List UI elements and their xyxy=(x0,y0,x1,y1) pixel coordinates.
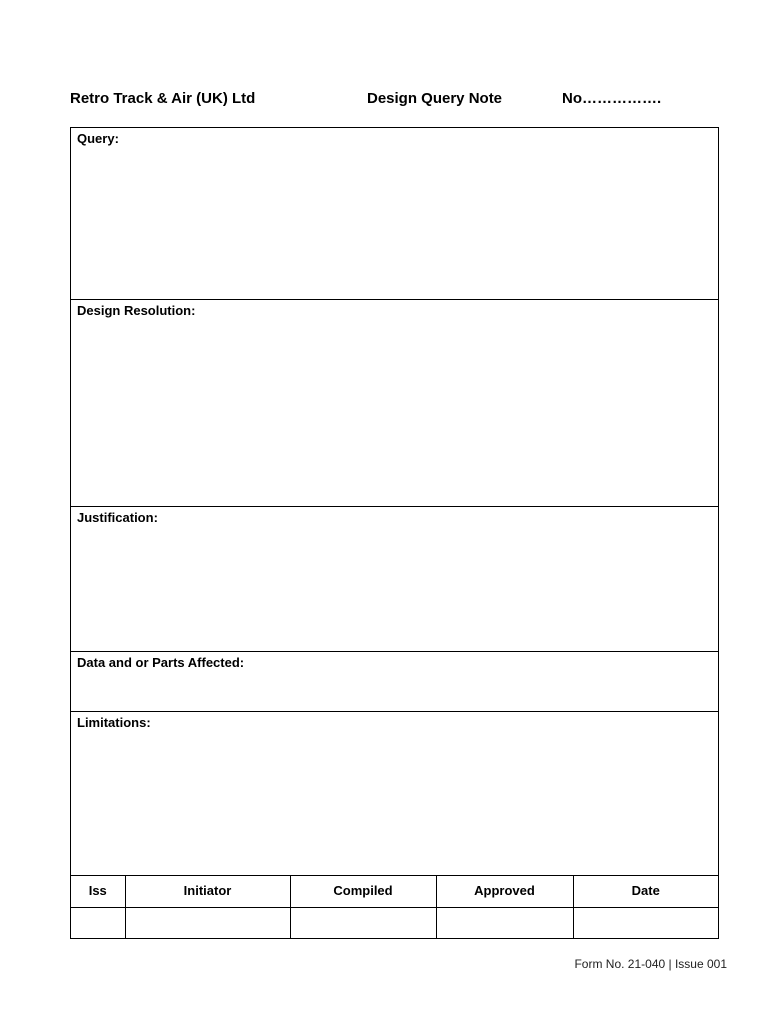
query-section[interactable] xyxy=(71,128,718,300)
design-resolution-label: Design Resolution: xyxy=(77,303,196,318)
compiled-cell[interactable] xyxy=(290,907,436,939)
query-form xyxy=(70,127,719,939)
design-resolution-section[interactable] xyxy=(71,300,718,507)
query-label: Query: xyxy=(77,131,119,146)
data-parts-affected-section[interactable] xyxy=(71,652,718,712)
company-name: Retro Track & Air (UK) Ltd xyxy=(70,90,256,107)
document-header xyxy=(0,90,768,112)
column-header-initiator: Initiator xyxy=(125,875,290,907)
document-number[interactable]: No……………. xyxy=(562,90,662,107)
limitations-label: Limitations: xyxy=(77,715,151,730)
justification-section[interactable] xyxy=(71,507,718,652)
iss-cell[interactable] xyxy=(71,907,125,939)
initiator-cell[interactable] xyxy=(125,907,290,939)
column-header-iss: Iss xyxy=(71,875,125,907)
signoff-table xyxy=(71,875,718,939)
date-cell[interactable] xyxy=(573,907,718,939)
document-title: Design Query Note xyxy=(367,90,503,107)
signoff-header-row xyxy=(71,875,718,907)
approved-cell[interactable] xyxy=(436,907,573,939)
form-footer: Form No. 21-040 | Issue 001 xyxy=(574,957,727,971)
column-header-date: Date xyxy=(573,875,718,907)
limitations-section[interactable] xyxy=(71,712,718,876)
signoff-entry-row xyxy=(71,907,718,939)
data-parts-affected-label: Data and or Parts Affected: xyxy=(77,655,245,670)
justification-label: Justification: xyxy=(77,510,158,525)
column-header-approved: Approved xyxy=(436,875,573,907)
column-header-compiled: Compiled xyxy=(290,875,436,907)
